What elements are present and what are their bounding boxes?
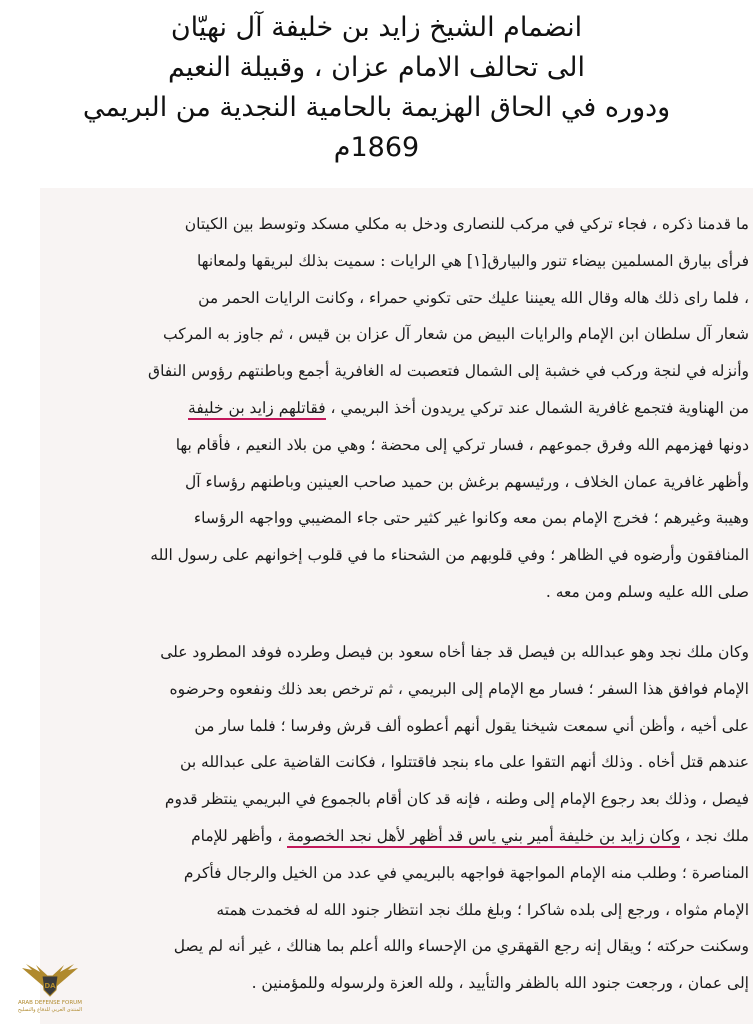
text-line: دونها فهزمهم الله وفرق جموعهم ، فسار تركي إلى محضة ؛ وهي من بلاد النعيم ، فأقام بها <box>175 435 749 454</box>
page-title <box>0 8 753 168</box>
text-line: وأظهر غافرية عمان الخلاف ، ورئيسهم برغش بن حميد صاحب العينين وباطنهم رؤساء آل <box>185 472 749 491</box>
text-segment: من الهناوية فتجمع غافرية الشمال عند تركي يريدون أخذ البريمي ، <box>325 398 749 417</box>
title-line: الى تحالف الامام عزان ، وقبيلة النعيم <box>167 52 586 83</box>
text-line: الإمام فوافق هذا السفر ؛ فسار مع الإمام إلى البريمي ، ثم ترخص بعد ذلك ونفعوه وحرضوه <box>169 679 749 698</box>
text-line: المنافقون وأرضوه في الظاهر ؛ وفي قلوبهم من الشحناء ما في قلوب إخوانهم على رسول الله <box>150 546 749 565</box>
text-line: وأنزله في لنجة وركب في خشبة إلى الشمال فتعصبت له الغافرية أجمع وباطنتهم رؤوس النفاق <box>148 362 749 381</box>
title-line: انضمام الشيخ زايد بن خليفة آل نهيّان <box>170 12 583 43</box>
title-line: ودوره في الحاق الهزيمة بالحامية النجدية من البريمي <box>82 92 671 123</box>
text-segment: ، وأظهر للإمام <box>191 826 288 845</box>
text-line: صلى الله عليه وسلم ومن معه . <box>545 582 749 601</box>
forum-logo <box>4 962 96 1022</box>
text-line: وهيبة وغيرهم ؛ فخرج الإمام بمن معه وكانوا غير كثير حتى جاء المضيبي وواجهه الرؤساء <box>193 509 749 528</box>
text-line-with-highlight <box>64 390 749 427</box>
highlighted-phrase: وكان زايد بن خليفة أمير بني ياس قد أظهر لأهل نجد الخصومة <box>287 827 680 848</box>
winged-emblem-icon <box>20 962 80 1000</box>
text-line: إلى عمان ، ورجعت جنود الله بالظفر والتأييد ، ولله العزة ولرسوله وللمؤمنين . <box>251 974 749 993</box>
text-line: المناصرة ؛ وطلب منه الإمام المواجهة فواجهه بالبريمي في عدد من الخيل والرجال فأكرم <box>183 863 749 882</box>
logo-initials: DA <box>44 982 56 990</box>
text-line: عندهم قتل أخاه . وذلك أنهم التقوا على ماء بنجد فاقتتلوا ، فكانت القاضية على عبدالله بن <box>180 753 749 772</box>
scanned-book-page <box>40 188 753 1024</box>
text-line: فيصل ، وذلك بعد رجوع الإمام إلى وطنه ، فإنه قد كان أقام بالجموع في البريمي ينتظر قدوم <box>164 790 749 809</box>
title-year: 1869م <box>333 132 420 163</box>
text-line-with-highlight <box>64 818 749 855</box>
text-line: وكان ملك نجد وهو عبدالله بن فيصل قد جفا أخاه سعود بن فيصل وطرده فوفد المطرود على <box>160 643 749 661</box>
logo-name-ar: المنتدى العربي للدفاع والتسليح <box>17 1007 83 1013</box>
logo-name-en: ARAB DEFENSE FORUM <box>18 1000 82 1006</box>
highlighted-phrase: فقاتلهم زايد بن خليفة <box>188 399 326 420</box>
paragraph-1 <box>64 206 749 611</box>
paragraph-2 <box>64 634 749 1002</box>
text-line: على أخيه ، وأظن أني سمعت شيخنا يقول أنهم أعطوه ألف قرش وفرسا ؛ فلما سار من <box>194 716 749 735</box>
text-line: ، فلما راى ذلك هاله وقال الله يعيننا عليك حتى تكوني حمراء ، وكانت الرايات الحمر من <box>198 288 749 307</box>
text-line: فرأى بيارق المسلمين بيضاء تنور والبيارق[١] هي الرايات : سميت بذلك لبريقها ولمعانها <box>196 251 749 270</box>
text-line: شعار آل سلطان ابن الإمام والرايات البيض من شعار آل عزان بن قيس ، ثم جاوز به المركب <box>163 325 749 344</box>
text-line: الإمام مثواه ، ورجع إلى بلده شاكرا ؛ وبلغ ملك نجد انتظار جنود الله له فخمدت همته <box>216 900 749 919</box>
text-line: وسكنت حركته ؛ ويقال إنه رجع القهقري من الإحساء والله أعلم بما هنالك ، غير أنه لم يصل <box>173 937 749 956</box>
text-line: ما قدمنا ذكره ، فجاء تركي في مركب للنصارى ودخل به مكلي مسكد وتوسط بين الكيتان <box>184 215 749 233</box>
text-segment: ملك نجد ، <box>680 826 749 845</box>
